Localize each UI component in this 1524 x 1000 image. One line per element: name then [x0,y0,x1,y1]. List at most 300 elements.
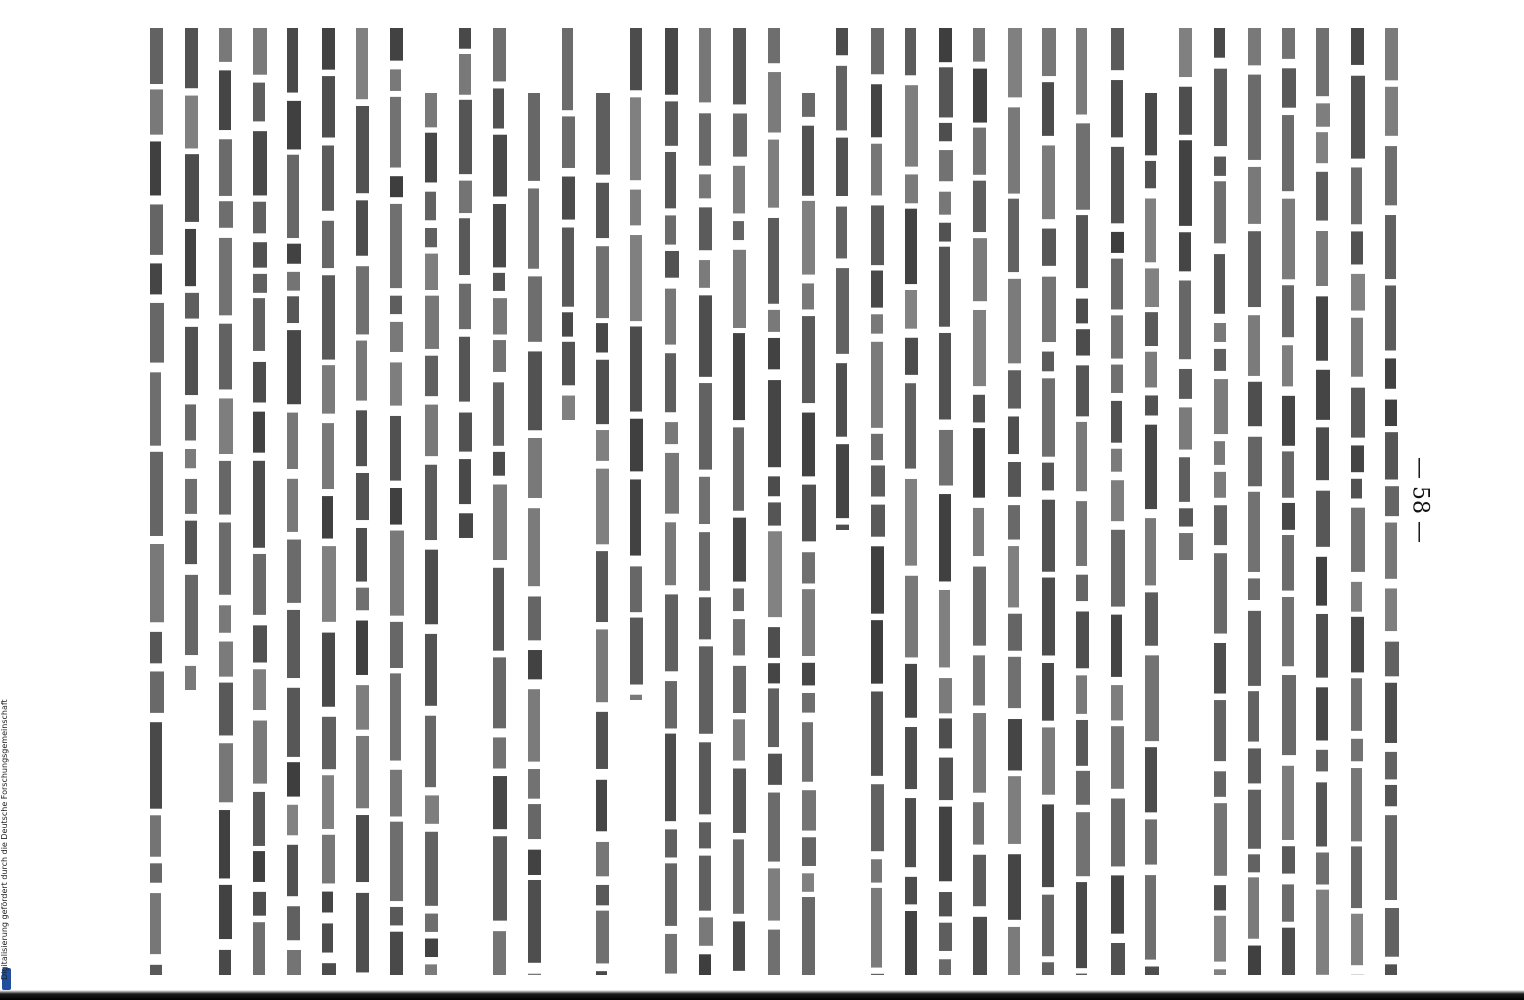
word-mark [733,719,745,760]
word-mark [1214,505,1227,545]
word-mark [185,666,196,690]
word-mark [1248,492,1260,572]
word-mark [150,204,163,254]
word-mark [1316,687,1328,740]
word-mark [596,551,608,622]
word-mark [390,932,403,975]
word-mark [1385,215,1396,279]
word-mark [596,183,609,238]
word-mark [150,863,162,882]
word-mark [630,566,642,612]
word-mark [1214,323,1226,342]
word-mark [356,28,368,99]
word-mark [596,885,609,905]
word-mark [562,177,575,220]
word-mark [1282,846,1295,873]
word-mark [596,911,609,964]
word-mark [459,337,470,402]
word-mark [562,228,574,307]
word-mark [528,438,542,498]
word-mark [768,930,780,975]
word-mark [1179,407,1192,449]
word-mark [699,856,711,911]
word-mark [699,532,710,591]
word-mark [1282,884,1294,921]
word-mark [630,235,642,321]
word-mark [699,954,711,975]
word-mark [322,221,334,268]
word-mark [150,452,163,536]
word-mark [1076,720,1088,766]
word-mark [459,181,472,213]
word-mark [1385,87,1398,136]
word-mark [1042,378,1055,456]
word-mark [871,974,884,975]
word-mark [1042,663,1054,721]
word-mark [287,296,299,323]
word-mark [219,28,232,62]
word-mark [322,275,335,359]
text-line [562,28,575,420]
word-mark [1214,916,1226,962]
word-mark [1214,254,1225,314]
word-mark [1385,908,1399,957]
word-mark [905,338,918,375]
word-mark [1008,546,1019,607]
word-mark [1282,345,1293,386]
word-mark [322,365,335,413]
word-mark [733,427,744,510]
word-mark [802,790,816,830]
word-mark [1248,691,1259,741]
word-mark [1179,280,1191,359]
word-mark [1008,927,1020,975]
word-mark [185,229,196,286]
word-mark [1248,437,1262,486]
word-mark [425,93,437,127]
word-mark [1214,553,1227,633]
word-mark [356,410,367,466]
word-mark [768,627,780,658]
text-line [1214,28,1228,975]
word-mark [528,650,542,679]
word-mark [150,671,164,712]
text-line [1248,28,1262,975]
word-mark [322,496,333,538]
word-mark [528,880,541,963]
word-mark [219,238,232,315]
word-mark [802,722,813,782]
word-mark [733,28,746,104]
word-mark [699,113,711,165]
word-mark [973,181,986,232]
word-mark [1008,416,1019,454]
word-mark [973,567,986,646]
word-mark [253,242,267,267]
word-mark [150,632,162,663]
word-mark [1214,181,1226,243]
word-mark [1179,533,1193,560]
word-mark [1282,597,1294,666]
word-mark [1248,315,1260,376]
word-mark [1214,157,1226,176]
text-line [836,28,849,530]
word-mark [1076,771,1090,805]
word-mark [287,845,298,896]
word-mark [973,802,984,844]
word-mark [322,423,334,489]
word-mark [425,939,438,957]
word-mark [1145,966,1159,975]
word-mark [665,422,678,444]
word-mark [733,518,746,582]
word-mark [630,695,642,700]
word-mark [802,589,815,656]
word-mark [356,588,369,611]
word-mark [528,508,540,586]
text-line [1111,28,1125,975]
word-mark [219,683,233,736]
word-mark [1042,962,1054,975]
word-mark [1351,582,1362,612]
word-mark [905,877,917,905]
text-line [185,28,199,690]
word-mark [287,688,300,757]
word-mark [356,621,368,675]
word-mark [1282,285,1294,337]
word-mark [1042,500,1055,572]
word-mark [1076,422,1087,491]
word-mark [390,28,403,61]
word-mark [871,205,884,265]
word-mark [1145,747,1157,812]
word-mark [905,911,917,975]
word-mark [665,152,676,208]
word-mark [1214,643,1226,694]
word-mark [836,363,847,437]
word-mark [1385,358,1396,388]
word-mark [1351,388,1365,438]
word-mark [528,351,542,430]
word-mark [1076,501,1087,566]
word-mark [699,597,711,639]
word-mark [322,28,335,70]
word-mark [1248,611,1261,686]
word-mark [1351,231,1363,264]
word-mark [1145,395,1158,415]
word-mark [768,476,780,496]
word-mark [1214,803,1227,876]
word-mark [596,712,608,769]
word-mark [1351,76,1365,159]
word-mark [1282,535,1294,591]
word-mark [1316,750,1328,772]
word-mark [1008,28,1022,97]
word-mark [939,247,950,327]
text-line [493,28,507,975]
word-mark [528,188,539,268]
word-mark [493,452,505,476]
word-mark [1248,231,1261,307]
word-mark [871,342,883,428]
word-mark [939,28,952,62]
text-line [390,28,404,975]
word-mark [528,804,541,839]
word-mark [356,893,369,973]
word-mark [699,383,712,470]
word-mark [425,716,436,787]
word-mark [493,836,507,920]
word-mark [1076,123,1090,209]
word-mark [390,488,402,525]
word-mark [562,116,575,168]
word-mark [768,380,781,467]
text-line [768,28,782,975]
word-mark [356,815,369,882]
word-mark [939,718,952,748]
word-mark [1076,575,1088,601]
word-mark [425,254,438,290]
word-mark [1042,578,1055,656]
word-mark [768,28,780,63]
word-mark [871,271,883,308]
word-mark [253,851,265,882]
word-mark [802,283,814,309]
word-mark [287,101,301,150]
word-mark [1042,463,1054,491]
word-mark [253,298,265,351]
text-line [459,28,473,538]
word-mark [287,805,298,836]
word-mark [1316,491,1330,547]
word-mark [493,204,506,267]
text-line [699,28,713,975]
word-mark [768,310,780,332]
word-mark [322,76,335,137]
word-mark [1214,771,1226,796]
word-mark [1282,766,1294,840]
word-mark [390,416,401,481]
word-mark [150,965,162,975]
word-mark [1111,615,1122,677]
word-mark [871,144,882,196]
word-mark [287,950,301,975]
word-mark [802,485,816,542]
word-mark [425,356,438,396]
word-mark [1111,315,1123,358]
word-mark [699,28,711,102]
word-mark [768,868,780,920]
word-mark [1111,232,1124,253]
word-mark [185,521,197,564]
word-mark [1316,782,1327,846]
text-line [287,28,301,975]
word-mark [287,28,298,93]
word-mark [219,70,231,130]
word-mark [905,576,918,658]
word-mark [1008,614,1022,651]
word-mark [733,166,745,214]
word-mark [287,540,301,603]
word-mark [630,479,641,555]
word-mark [425,795,439,823]
word-mark [596,93,610,175]
word-mark [185,404,196,440]
text-line [322,28,336,975]
text-line [939,28,953,975]
word-mark [1214,28,1225,58]
word-mark [1214,885,1226,910]
word-mark [665,829,677,857]
word-mark [699,822,711,848]
word-mark [939,192,951,215]
word-mark [1385,400,1397,426]
text-line [1282,28,1296,975]
word-mark [322,717,336,769]
word-mark [1042,727,1055,794]
word-mark [871,859,882,882]
word-mark [425,964,437,975]
word-mark [528,596,541,640]
word-mark [699,174,711,198]
word-mark [150,372,161,445]
page-number: — 58 — [1407,457,1433,543]
word-mark [802,873,814,892]
word-mark [1351,508,1365,572]
word-mark [973,428,985,498]
word-mark [630,97,641,180]
word-mark [356,266,369,334]
word-mark [1248,167,1261,224]
word-mark [1111,259,1123,310]
word-mark [150,303,164,363]
word-mark [973,310,986,386]
word-mark [665,453,679,514]
word-mark [596,780,607,831]
word-mark [871,784,884,851]
word-mark [390,322,403,352]
word-mark [1385,146,1397,205]
word-mark [322,633,335,707]
word-mark [1042,804,1054,887]
word-mark [1385,815,1397,900]
word-mark [253,922,265,975]
word-mark [905,727,917,789]
word-mark [1145,268,1159,307]
word-mark [973,855,986,906]
word-mark [1111,685,1123,720]
word-mark [1145,655,1159,741]
word-mark [493,568,504,651]
word-mark [596,469,609,545]
word-mark [459,218,470,275]
word-mark [768,140,779,208]
word-mark [1179,140,1192,226]
word-mark [1351,274,1365,311]
word-mark [1248,28,1261,65]
word-mark [287,413,298,469]
word-mark [219,461,231,515]
word-mark [939,923,952,951]
word-mark [733,619,745,655]
word-mark [493,298,507,334]
word-mark [1248,854,1260,872]
word-mark [253,461,265,548]
text-line [630,28,643,700]
word-mark [596,971,607,975]
word-mark [459,54,471,95]
word-mark [1316,231,1328,286]
word-mark [1316,296,1328,360]
word-mark [528,93,540,181]
word-mark [1351,28,1364,65]
word-mark [665,681,677,728]
word-mark [1008,370,1021,408]
word-mark [836,28,848,55]
text-line [1351,28,1365,975]
word-mark [1282,115,1294,191]
word-mark [905,209,917,284]
word-mark [1145,352,1157,388]
word-mark [425,405,438,457]
word-mark [1248,877,1259,938]
word-mark [699,917,713,945]
word-mark [665,289,676,345]
word-mark [939,223,951,242]
word-mark [768,218,779,304]
word-mark [287,330,301,404]
page-edge [0,990,1524,1000]
word-mark [630,618,643,685]
word-mark [905,798,916,867]
word-mark [356,473,369,520]
word-mark [733,588,744,611]
word-mark [939,590,950,667]
word-mark [1179,369,1192,399]
word-mark [150,263,162,294]
word-mark [287,244,301,264]
word-mark [1351,167,1362,224]
word-mark [219,743,233,802]
text-line [150,28,164,975]
word-mark [939,494,951,581]
word-mark [665,28,678,95]
word-mark [1351,479,1362,499]
word-mark [665,734,676,822]
word-mark [1145,425,1157,509]
word-mark [733,221,744,240]
word-mark [1042,28,1056,76]
word-mark [1145,518,1156,585]
word-mark [1008,199,1019,272]
word-mark [1111,401,1122,443]
word-mark [836,207,847,259]
word-mark [1316,172,1328,221]
word-mark [733,839,744,913]
word-mark [699,207,712,250]
word-mark [528,769,540,799]
word-mark [185,479,197,514]
word-mark [459,100,472,174]
word-mark [1042,352,1054,372]
word-mark [219,523,231,595]
word-mark [1042,145,1055,219]
word-mark [1385,683,1397,743]
word-mark [253,202,266,234]
text-line [356,28,369,972]
word-mark [390,531,404,616]
text-line [1042,28,1056,975]
